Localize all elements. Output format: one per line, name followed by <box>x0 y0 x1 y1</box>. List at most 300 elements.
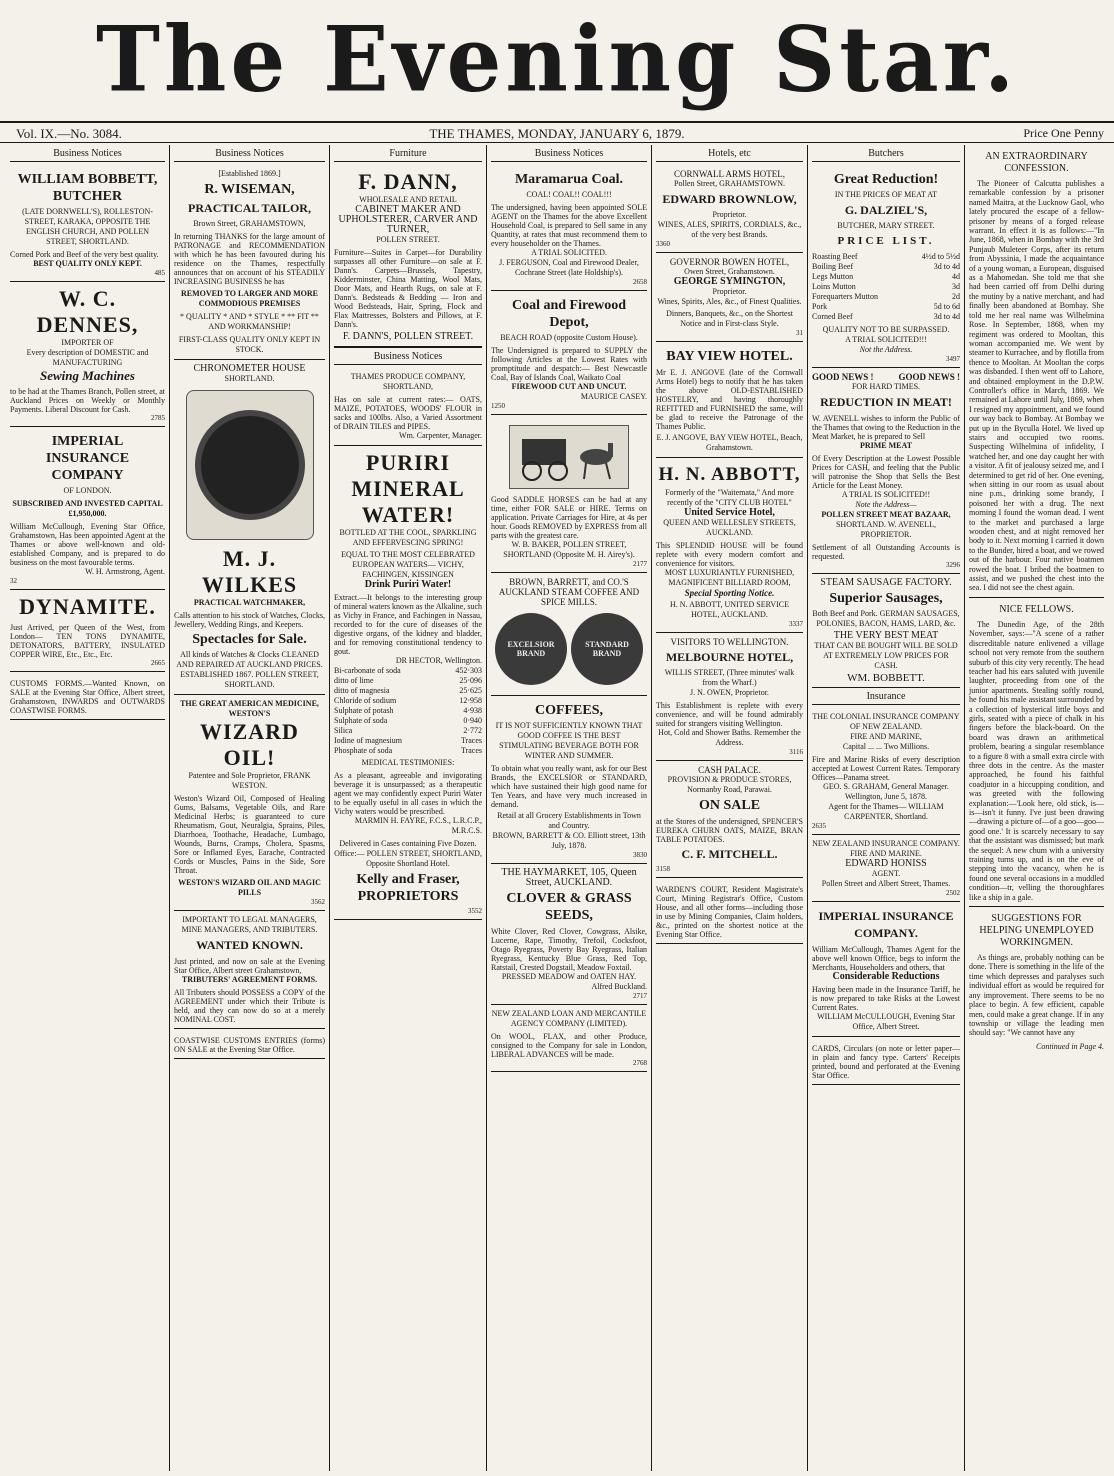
ad-body: William McCullough, Thames Agent for the above well known Office, begs to inform the Merchants, Householders and others, that <box>812 945 960 972</box>
ad-sign: C. F. MITCHELL. <box>681 847 778 861</box>
ad-number: 1250 <box>491 402 505 410</box>
ad-trade: PRACTICAL WATCHMAKER, <box>193 598 306 607</box>
ad-body: Has on sale at current rates:— OATS, MAIZE, POTATOES, WOODS' FLOUR in sacks and 100lbs. Also, a Varied Assortment of DRAIN TILES and PIPES. <box>334 395 482 431</box>
row-label: ditto of magnesia <box>334 686 390 695</box>
row-value: 2d <box>952 292 960 301</box>
ad-headline-left: GOOD NEWS ! <box>812 372 874 382</box>
ad-pills: WESTON'S WIZARD OIL AND MAGIC PILLS <box>178 878 321 897</box>
continued-note: Continued in Page 4. <box>1036 1041 1104 1051</box>
ad-drink: Drink Puriri Water! <box>364 579 452 590</box>
table-row <box>812 252 960 262</box>
price-label: Price One Penny <box>1023 126 1104 140</box>
ad-sign: WILLIAM McCULLOUGH, Evening Star Office, Albert Street. <box>817 1012 955 1031</box>
ad-imperial-insurance <box>10 427 165 590</box>
ad-address: POLLEN STREET. <box>376 235 440 244</box>
ad-body: Every description of DOMESTIC and MANUFACTURING <box>26 348 149 367</box>
ad-title: H. N. ABBOTT, <box>658 464 801 485</box>
column-7 <box>964 145 1108 1471</box>
ad-footer: BEST QUALITY ONLY KEPT. <box>33 259 142 268</box>
ad-address: WILLIS STREET, (Three minutes' walk from the Wharf.) <box>664 668 795 687</box>
columns-container <box>6 145 1108 1471</box>
row-value: 4½d to 5½d <box>921 252 960 261</box>
ad-number: 3497 <box>946 355 960 363</box>
ad-footer: FIREWOOD CUT AND UNCUT. <box>511 382 627 391</box>
ad-sporting: Special Sporting Notice. <box>684 588 775 598</box>
ad-address: Pollen Street, GRAHAMSTOWN. <box>674 179 785 188</box>
ad-avenell <box>812 368 960 574</box>
ad-quality: QUALITY NOT TO BE SURPASSED. <box>822 325 950 334</box>
ad-number: 3296 <box>946 561 960 569</box>
ad-title: CHRONOMETER HOUSE <box>193 363 306 374</box>
ad-footer: Delivered in Cases containing Five Dozen. <box>339 839 477 848</box>
row-value: 25·096 <box>459 676 482 685</box>
ad-coffees <box>491 696 647 864</box>
row-label: Roasting Beef <box>812 252 858 261</box>
ad-title: CORNWALL ARMS HOTEL, <box>674 169 785 179</box>
ad-body-2: To obtain what you really want, ask for our Best Brands, the EXCELSIOR or STANDARD, which have sustained their high good name for Ten Years, and have very much increased in demand. <box>491 764 647 809</box>
ad-subtitle: IMPORTER OF <box>61 338 114 347</box>
ad-body: This SPLENDID HOUSE will be found replete with every modern comfort and convenience for visitors. <box>656 541 803 568</box>
ad-number: 2717 <box>633 992 647 1000</box>
ad-colonial-insurance <box>812 708 960 835</box>
ad-title: GOVERNOR BOWEN HOTEL, <box>669 257 790 267</box>
ad-headline-row <box>812 372 960 382</box>
row-label: Forequarters Mutton <box>812 292 878 301</box>
ad-hotel: MELBOURNE HOTEL, <box>665 650 794 664</box>
ad-number: 3552 <box>468 907 482 915</box>
table-row <box>334 676 482 686</box>
ad-dann <box>334 165 482 347</box>
ad-governor-bowen <box>656 253 803 342</box>
ad-role: Proprietor. <box>712 210 747 219</box>
ad-dennes <box>10 282 165 427</box>
article-body: As things are, probably nothing can be done. There is something in the life of the time which depresses and paralyses such individual effort as would be required for any improvement. There seems to be no place to begin. A few efficient, capable men, could make a great change. If in any township or village the leading men should say: "We cannot have any <box>969 953 1104 1038</box>
ad-title: WILLIAM BOBBETT, BUTCHER <box>17 172 158 204</box>
coach-illustration <box>509 425 629 489</box>
row-value: 4d <box>952 272 960 281</box>
ad-title: THE HAYMARKET, 105, Queen Street, AUCKLAND. <box>501 867 637 888</box>
ad-body: Weston's Wizard Oil, Composed of Healing Gums, Balsams, Vegetable Oils, and Rare Medicinal Herbs; is guaranteed to cure Rheumatism, Gout, Neuralgia, Sprains, Piles, Diarrhoea, Toothache, Headache, Lumbago, Wounds, Burns, Cramps, Cholera, Spasms, Sore or Inflamed Eyes, Earache, Contracted Cords or Muscles, Pains in the Side, Sore Throat. <box>174 794 325 875</box>
ad-number: 2665 <box>151 659 165 667</box>
ad-baker <box>491 415 647 573</box>
article-title: AN EXTRAORDINARY CONFESSION. <box>985 151 1088 174</box>
ad-body-2: to be had at the Thames Branch, Pollen street, at Auckland Prices on Weekly or Monthly Payments. Liberal Discount for Cash. <box>10 387 165 414</box>
article-body: The Dunedin Age, of the 28th November, says:—"A scene of a rather discreditable nature enlivened a village school not very remote from the southern suburb of this city very recently. The head teacher had his ears saluted with juvenile laughter, proceeding from one of the junior apartments. Stealing softly round, he found his male assistant surrounded by a collection of hysterical little boys and girls, seated with a piece of chalk in his fingers before the black-board. On the board was drawn an arithmetical problem, bearing a singular resemblance to a figure 8 with a small extra circle with three dots in the centre. As the master approached, he found his faithful coadjutor in a hiccupping condition, and was greeted with the following explanation:—'Look here, old stick, is—is—isn't it funny. I've just been drawing—drawing a picture of—of a goo—goo—good one.' It is scarcely necessary to say that the assistant was dismissed; but mark the sequel: A new chum with a university training turns up, and is on the eve of stepping into the vacancy, when he is found one several occasions in a muddled condition—tr, velling the thoroughfares like a ship in a gale. <box>969 619 1104 902</box>
ad-established: [Established 1869.] <box>218 169 281 178</box>
ad-body: Mr E. J. ANGOVE (late of the Cornwall Arms Hotel) begs to notify that he has taken the above OLD-ESTABLISHED HOSTELRY, and having thoroughly REFITTED and FURNISHED the same, will be glad to receive the Patronage of the Thames Public. <box>656 368 803 431</box>
article-body: The Pioneer of Calcutta publishes a remarkable confession by a prisoner named Maitra, at the Lucknow Gaol, who lately procured the escape of a fellow-prisoner by means of a forged release warrant. In effect it is as follows:—"In June, 1868, when in Bombay with the 3rd Punjaub Muleteer Corps, after its return from Abyssinia, I made the acquaintance of a young woman, a European, disguised as a Mahomedan. She told me that she had been carried off from Delhi during the mutiny by a native merchant, and had finally been abandoned at Bombay. She told me her real name was Wilhelmina Rose. In September, 1868, when my regiment was ordered to Mooltan, this woman accompanied me. We went by steamer to Kurrachee, and by flotilla from thence to Mooltan. At Mooltan the corps was disbanded. I then went off to Lahore, and obtained employment in the D.P.W. Controller's office in March, 1869. We remained at Lahore until July, 1869, when I resigned my appointment, and we found our way back to Bombay. At Bombay we put up in the Byculla Hotel. We lived up stairs and occupied two rooms. Suspecting Wilhelmina of infidelity, I watched her, and one day caught her with a visitor. A fit of jealousy seized me, and I determined to get rid of her. One evening, when sitting in our room as usual about nine p.m., drinking some brandy, I poisoned her with a drug. The next morning I found the woman dead. I went to the market and purchased a large wooden chest, and at night removed her body to it. Next morning I carried it down to the Bunder, hired a boat, and we rowed out of the harbour. Four native boatmen rowed the boat. I bribed the boatmen to assist, and we pushed the chest into the sea. I did not see the chest again. <box>969 179 1104 593</box>
ad-body: In returning THANKS for the large amount of PATRONAGE and RECOMMENDATION with which he has been favoured during his residence on the Thames, respectfully announces that on account of his STEADILY INCREASING BUSINESS he has <box>174 232 325 286</box>
ad-baths: Hot, Cold and Shower Baths. Remember the Address. <box>658 728 801 747</box>
column-5 <box>651 145 807 1471</box>
horse-coach-icon <box>514 429 624 485</box>
ad-bazaar: POLLEN STREET MEAT BAZAAR, <box>821 510 951 519</box>
ad-spectacles: Spectacles for Sale. <box>192 632 307 647</box>
ad-number: 485 <box>154 269 165 277</box>
row-value: 12·958 <box>459 696 482 705</box>
ad-forms: TRIBUTERS' AGREEMENT FORMS. <box>181 975 318 984</box>
ad-sign: W. B. BAKER, POLLEN STREET, SHORTLAND (Opposite M. H. Airey's). <box>503 540 635 559</box>
ad-body-2: Dinners, Banquets, &c., on the Shortest Notice and in First-class Style. <box>666 309 793 328</box>
ad-body: at the Stores of the undersigned, SPENCER'S EUREKA CHURN OATS, MAIZE, BRAN TABLE POTATOES. <box>656 817 803 844</box>
row-label: Pork <box>812 302 828 311</box>
ad-body: Just Arrived, per Queen of the West, from London— TEN TONS DYNAMITE, DETONATORS, BATTERY, INSULATED COPPER WIRE, Etc., Etc., Etc. <box>10 623 165 659</box>
ad-body: Calls attention to his stock of Watches, Clocks, Jewellery, Wedding Rings, and Keepers. <box>174 611 325 629</box>
ad-sign: Wm. Carpenter, Manager. <box>399 431 482 440</box>
ad-number: 3116 <box>789 748 803 756</box>
ad-sign: H. N. ABBOTT, UNITED SERVICE HOTEL, AUCKLAND. <box>670 600 789 619</box>
ad-subtitle: CLOVER & GRASS SEEDS, <box>506 891 632 923</box>
row-label: Loins Mutton <box>812 282 856 291</box>
price-list-table <box>812 252 960 322</box>
analysis-table <box>334 666 482 756</box>
column-6 <box>807 145 964 1471</box>
column-2 <box>169 145 329 1471</box>
ad-number: 2768 <box>633 1059 647 1067</box>
excelsior-badge: EXCELSIOR BRAND <box>495 613 567 685</box>
ad-nz-loan <box>491 1005 647 1072</box>
table-row <box>334 666 482 676</box>
column-header: Business Notices <box>10 145 165 162</box>
ad-tributers <box>174 911 325 1029</box>
ad-name: M. J. WILKES <box>201 546 298 597</box>
ad-address: QUEEN AND WELLESLEY STREETS, AUCKLAND. <box>663 518 796 537</box>
column-header-2: Insurance <box>812 688 960 705</box>
ad-title: WIZARD OIL! <box>200 719 299 770</box>
row-value: Traces <box>460 746 482 755</box>
ad-number: 3830 <box>633 851 647 859</box>
row-value: Traces <box>460 736 482 745</box>
ad-customs-forms <box>10 672 165 720</box>
column-header: Butchers <box>812 145 960 162</box>
column-header: Hotels, etc <box>656 145 803 162</box>
row-label: Iodine of magnesium <box>334 736 402 745</box>
ad-number: 3337 <box>789 620 803 628</box>
ad-body-2: Of Every Description at the Lowest Possible Prices for CASH, and feeling that the Public will patronise the Shop that Sells the Best Article for the Least Money. <box>812 454 960 490</box>
table-row <box>812 312 960 322</box>
ad-price-list: PRICE LIST. <box>837 235 935 247</box>
ad-coastwise <box>174 1029 325 1059</box>
ad-capital: Capital ... ... Two Millions. <box>842 742 930 751</box>
ad-subtitle: SHORTLAND. <box>224 374 275 383</box>
newspaper-title: The Evening Star. <box>95 6 1019 113</box>
column-header-2: Business Notices <box>334 347 482 365</box>
ad-body: WINES, ALES, SPIRITS, CORDIALS, &c., of the very best Brands. <box>657 220 802 239</box>
ad-address: (LATE DORNWELL'S), ROLLESTON-STREET, KARAKA, OPPOSITE THE ENGLISH CHURCH, AND POLLEN STREET, SHORTLAND. <box>22 207 153 246</box>
ad-body: Furniture—Suites in Carpet—for Durability surpasses all other Furniture—on sale at F. Dann's. Carpets—Brussels, Tapestry, Kidderminster, China Matting, Wool Mats, Door Mats, and Hearth Rugs, on sale at F. Dann's. Bedsteads & Bedding — Iron and Wood Bedsteads, Hair, Spring, Flock and Flax Mattresses, Bolsters and Pillows, at F. Dann's. <box>334 248 482 329</box>
dateline-bar <box>0 121 1114 143</box>
ad-subtitle: IN THE PRICES OF MEAT AT <box>834 190 938 199</box>
ad-sign: GEO. S. GRAHAM, General Manager. Wellington, June 5, 1878. <box>823 782 949 801</box>
ad-wiseman <box>174 165 325 360</box>
ad-title: R. WISEMAN, <box>204 182 295 197</box>
ad-reductions: Considerable Reductions <box>832 971 940 982</box>
ad-agent: Agent for the Thames— WILLIAM CARPENTER, Shortland. <box>828 802 944 821</box>
ad-subtitle: Formerly of the "Waitemata," And more recently of the "CITY CLUB HOTEL" <box>665 488 794 507</box>
ad-sale: ON SALE <box>698 798 761 813</box>
ad-body: CARDS, Circulars (on note or letter paper—in plain and fancy type. Carters' Receipts printed, bound and perforated at the Evening Star Office. <box>812 1044 960 1080</box>
row-value: 452·303 <box>455 666 482 675</box>
ad-title: IMPERIAL INSURANCE COMPANY <box>45 434 130 483</box>
row-value: 3d <box>952 282 960 291</box>
ad-title: Great Reduction! <box>833 172 939 187</box>
article-nice-fellows <box>969 597 1104 906</box>
ad-removed: REMOVED TO LARGER AND MORE COMMODIOUS PREMISES <box>180 289 319 308</box>
masthead <box>0 0 1114 120</box>
row-value: 0·940 <box>463 716 482 725</box>
ad-title: BAY VIEW HOTEL. <box>666 349 793 364</box>
table-row <box>812 272 960 282</box>
ad-body-2: All Tributers should POSSESS a COPY of the AGREEMENT under which their Tribute is held, and they can now do so at a merely NOMINAL COST. <box>174 988 325 1024</box>
ad-role: AGENT. <box>871 869 901 878</box>
ad-office: Office:— POLLEN STREET, SHORTLAND, Opposite Shortland Hotel. <box>334 849 482 868</box>
ad-sign: J. FERGUSON, Coal and Firewood Dealer, Cochrane Street (late Holdship's). <box>499 258 639 277</box>
issue-date: THE THAMES, MONDAY, JANUARY 6, 1879. <box>429 126 685 141</box>
brand-badges <box>491 613 647 685</box>
ad-sign: SHORTLAND. W. AVENELL, PROPRIETOR. <box>835 520 937 539</box>
article-title: SUGGESTIONS FOR HELPING UNEMPLOYED WORKINGMEN. <box>979 913 1094 949</box>
standard-badge: STANDARD BRAND <box>571 613 643 685</box>
table-row <box>334 736 482 746</box>
ad-best: THE VERY BEST MEAT <box>833 630 939 641</box>
ad-puriri <box>334 446 482 920</box>
ad-trial: A TRIAL SOLICITED!!! <box>845 335 927 344</box>
ad-subtitle: WHOLESALE AND RETAIL <box>359 195 457 204</box>
ad-number: 3360 <box>656 240 670 248</box>
ad-body: W. AVENELL wishes to inform the Public of the Thames that owing to the Reduction in the Meat Market, he is prepared to Sell <box>812 414 960 441</box>
ad-number: 2785 <box>151 414 165 422</box>
ad-subtitle: COAL! COAL!! COAL!!! <box>526 190 612 199</box>
ad-name: EDWARD HONISS <box>845 858 927 869</box>
volume-number: Vol. IX.—No. 3084. <box>16 126 122 141</box>
row-label: Bi-carbonate of soda <box>334 666 401 675</box>
ad-trade: CABINET MAKER AND UPHOLSTERER, CARVER AND TURNER, <box>338 204 478 235</box>
row-label: Boiling Beef <box>812 262 854 271</box>
ad-address: Pollen Street and Albert Street, Thames. <box>821 879 951 888</box>
ad-brown-barrett <box>491 573 647 696</box>
ad-dalziel <box>812 165 960 368</box>
ad-body: Wines, Spirits, Ales, &c., of Finest Qualities. <box>657 297 802 306</box>
ad-title: THAMES PRODUCE COMPANY, SHORTLAND, <box>350 372 466 391</box>
ad-subtitle: Superior Sausages, <box>829 591 943 606</box>
ad-title: DYNAMITE. <box>19 594 156 619</box>
ad-subtitle: FIRE AND MARINE. <box>850 849 922 858</box>
ad-number: 32 <box>10 577 17 585</box>
ad-body: Fire and Marine Risks of every description accepted at Lowest Current Rates. Temporary Offices—Panama street. <box>812 755 960 782</box>
ad-title: COFFEES, <box>534 703 604 718</box>
ad-number: 2658 <box>633 278 647 286</box>
ad-body: White Clover, Red Clover, Cowgrass, Alsike, Lucerne, Rape, Timothy, Trefoil, Cocksfoot, Otago Ryegrass, Poverty Bay Ryegrass, Italian Ryegrass, Kentucky Blue Grass, Red Top, Ratstail, Crested Dogstail, Meadow Foxtail. <box>491 927 647 972</box>
row-label: Corned Beef <box>812 312 853 321</box>
ad-sausage-factory <box>812 574 960 688</box>
ad-warden <box>656 878 803 944</box>
ad-name: GEORGE SYMINGTON, <box>673 276 786 287</box>
ad-sign-2: MARMIN H. FAYRE, F.C.S., L.R.C.P., M.R.C.S. <box>354 816 482 835</box>
ad-wanted: WANTED KNOWN. <box>196 938 303 952</box>
row-value: 3d to 4d <box>933 262 960 271</box>
table-row <box>334 706 482 716</box>
ad-subtitle: FOR HARD TIMES. <box>851 382 921 391</box>
ad-body: Corned Pork and Beef of the very best quality. <box>10 250 159 259</box>
ad-capital: SUBSCRIBED AND INVESTED CAPITAL £1,950,000. <box>12 499 163 518</box>
ad-agent: W. H. Armstrong, Agent. <box>85 567 165 576</box>
column-1 <box>6 145 169 1471</box>
ad-number: 2502 <box>946 889 960 897</box>
ad-nz-insurance <box>812 835 960 902</box>
ad-bobbett <box>10 165 165 282</box>
ad-feature: MOST LUXURIANTLY FURNISHED, MAGNIFICENT BILLIARD ROOM, <box>664 568 795 587</box>
ad-body-3: Settlement of all Outstanding Accounts is requested. <box>812 543 960 561</box>
column-header: Business Notices <box>174 145 325 162</box>
ad-title: Coal and Firewood Depot, <box>511 298 627 330</box>
ad-body: IT IS NOT SUFFICIENTLY KNOWN THAT GOOD COFFEE IS THE BEST STIMULATING BEVERAGE BOTH FOR WINTER AND SUMMER. <box>495 721 643 760</box>
ad-cash-palace <box>656 761 803 878</box>
row-label: Sulphate of potash <box>334 706 394 715</box>
ad-equal: EQUAL TO THE MOST CELEBRATED EUROPEAN WATERS— VICHY, FACHINGEN, KISSINGEN <box>341 550 475 579</box>
ad-subtitle: OF LONDON. <box>63 486 112 495</box>
ad-number: 2635 <box>812 822 826 830</box>
ad-body-2: Having been made in the Insurance Tariff, he is now prepared to take Risks at the Lowest Current Rates. <box>812 985 960 1012</box>
ad-melbourne-hotel <box>656 633 803 761</box>
ad-body: Good SADDLE HORSES can be had at any time, either FOR SALE or HIRE. Terms on application. Private Carriages for Hire, at 4s per hour. Goods REMOVED by EXPRESS from all parts with the greatest care. <box>491 495 647 540</box>
table-row <box>334 746 482 756</box>
ad-title: F. DANN, <box>358 169 458 194</box>
ad-abbott <box>656 458 803 633</box>
ad-subtitle: FIRE AND MARINE, <box>850 732 922 741</box>
row-label: Phosphate of soda <box>334 746 393 755</box>
ad-title: CASH PALACE. <box>698 765 761 775</box>
ad-title: THE COLONIAL INSURANCE COMPANY OF NEW ZEALAND. <box>812 712 960 731</box>
ad-wizard-oil <box>174 695 325 911</box>
ad-note: Not the Address. <box>859 345 913 354</box>
ad-sign: MAURICE CASEY. <box>580 392 647 401</box>
clock-face <box>195 410 305 520</box>
ad-address: BEACH ROAD (opposite Custom House). <box>500 333 638 342</box>
ad-dynamite <box>10 590 165 672</box>
ad-note: Note the Address— <box>855 500 917 509</box>
ad-address: Owen Street, Grahamstown. <box>684 267 775 276</box>
ad-name: J. N. OWEN, Proprietor. <box>690 688 769 697</box>
article-title: NICE FELLOWS. <box>999 603 1074 615</box>
table-row <box>812 282 960 292</box>
ad-chronometer <box>174 360 325 695</box>
clock-illustration <box>186 390 314 540</box>
table-row <box>812 302 960 312</box>
ad-number: 3158 <box>656 865 670 873</box>
ad-title: VISITORS TO WELLINGTON. <box>670 637 789 647</box>
ad-firewood <box>491 291 647 415</box>
ad-number: 3562 <box>311 898 325 906</box>
ad-hotel: United Service Hotel, <box>684 507 775 518</box>
article-confession <box>969 145 1104 597</box>
row-label: ditto of lime <box>334 676 374 685</box>
ad-body: Extract.—It belongs to the interesting group of mineral waters known as the Alkaline, such as Vichy in France, and Fachingen in Nassau, recorded to for the cure of diseases of the digestive organs, of the kidney and bladder, and for removing constitutional tendency to gout. <box>334 593 482 656</box>
ad-imperial-insurance-2 <box>812 902 960 1037</box>
row-label: Legs Mutton <box>812 272 854 281</box>
row-value: 4·938 <box>463 706 482 715</box>
row-value: 5d to 6d <box>933 302 960 311</box>
row-label: Chloride of sodium <box>334 696 397 705</box>
ad-name: EDWARD BROWNLOW, <box>662 192 797 206</box>
ad-title: W. C. DENNES, <box>36 286 139 337</box>
table-row <box>812 292 960 302</box>
column-4 <box>486 145 651 1471</box>
ad-title: BROWN, BARRETT, and CO.'S AUCKLAND STEAM COFFEE AND SPICE MILLS. <box>498 577 640 607</box>
ad-bay-view <box>656 342 803 458</box>
ad-title: Maramarua Coal. <box>514 172 624 187</box>
row-label: Sulphate of soda <box>334 716 388 725</box>
ad-body: CUSTOMS FORMS.—Wanted Known, on SALE at the Evening Star Office, Albert street, Grahamstown, INWARDS and OUTWARDS COASTWISE FORMS. <box>10 679 165 715</box>
ad-body: Just printed, and now on sale at the Evening Star Office, Albert street Grahamstown, <box>174 957 325 975</box>
ad-subtitle: PROVISION & PRODUCE STORES, Normanby Road, Parawai. <box>667 775 792 794</box>
row-label: Silica <box>334 726 353 735</box>
ad-pretitle: THE GREAT AMERICAN MEDICINE, WESTON'S <box>180 699 319 718</box>
ad-sign: Alfred Buckland. <box>591 982 647 991</box>
ad-body-2: As a pleasant, agreeable and invigorating beverage it is unsurpassed; as a therapeutic agent we may confidently expect Puriri Water to be equally useful in all cases in which the Vichy waters would be prescribed. <box>334 771 482 816</box>
ad-trade: BUTCHER, MARY STREET. <box>837 221 935 230</box>
ad-subtitle: BOTTLED AT THE COOL, SPARKLING AND EFFERVESCING SPRING! <box>339 528 477 547</box>
ad-footer: FIRST-CLASS QUALITY ONLY KEPT IN STOCK. <box>178 335 321 354</box>
ad-body-2: All kinds of Watches & Clocks CLEANED AND REPAIRED AT AUCKLAND PRICES. ESTABLISHED 1867. POLLEN STREET, SHORTLAND. <box>176 650 323 689</box>
article-suggestions <box>969 906 1104 1055</box>
ad-title: IMPERIAL INSURANCE COMPANY. <box>818 909 954 940</box>
ad-sign: E. J. ANGOVE, BAY VIEW HOTEL, Beach, Grahamstown. <box>656 433 803 452</box>
column-header: Furniture <box>334 145 482 162</box>
ad-number: 31 <box>796 329 803 337</box>
ad-role: Proprietor. <box>712 287 747 296</box>
column-3 <box>329 145 486 1471</box>
row-value: 2·772 <box>463 726 482 735</box>
ad-trade: PRACTICAL TAILOR, <box>188 201 311 215</box>
ad-cards <box>812 1037 960 1085</box>
ad-body: WARDEN'S COURT, Resident Magistrate's Court, Mining Registrar's Office, Custom House, and all other forms—including those in use by Mining Companies, Claim holders, &c., printed on the shortest notice at the Evening Star Office. <box>656 885 803 939</box>
ad-tagline: * QUALITY * AND * STYLE * ** FIT ** AND WORKMANSHIP! <box>180 312 319 331</box>
ad-pressed: PRESSED MEADOW and OATEN HAY. <box>501 972 637 981</box>
ad-maramarua <box>491 165 647 291</box>
row-value: 25·625 <box>459 686 482 695</box>
table-row <box>334 686 482 696</box>
ad-footer: F. DANN'S, POLLEN STREET. <box>342 331 474 342</box>
ad-title: STEAM SAUSAGE FACTORY. <box>820 577 952 588</box>
ad-sign: BROWN, BARRETT & CO. Elliott street, 13th July, 1878. <box>492 831 646 850</box>
ad-number: 2177 <box>633 560 647 568</box>
column-header: Business Notices <box>491 145 647 162</box>
ad-proprietor: Patentee and Sole Proprietor, FRANK WESTON. <box>188 771 311 790</box>
ad-trial: A TRIAL SOLICITED. <box>531 248 607 257</box>
ad-trial: A TRIAL IS SOLICITED!! <box>841 490 931 499</box>
ad-prime: PRIME MEAT <box>859 441 913 450</box>
ad-agents: Kelly and Fraser, PROPRIETORS <box>356 872 460 904</box>
ad-retail: Retail at all Grocery Establishments in Town and Country. <box>497 811 641 830</box>
ad-body: The Undersigned is prepared to SUPPLY the following Articles at the Lowest Rates with promptitude and despatch:— Best Newcastle Coal, Bay of Islands Coal, Waikato Coal <box>491 346 647 382</box>
ad-title: NEW ZEALAND LOAN AND MERCANTILE AGENCY COMPANY (LIMITED). <box>491 1009 647 1028</box>
ad-body: Both Beef and Pork. GERMAN SAUSAGES, POLONIES, BACON, HAMS, LARD, &c. <box>812 609 960 628</box>
ad-title: REDUCTION IN MEAT! <box>820 395 952 409</box>
ad-body: The undersigned, having been appointed SOLE AGENT on the Thames for the above Excellent Household Coal, is prepared to Sell same in any Quantity, at rates that must recommend them to every householder on the Thames. <box>491 203 647 248</box>
ad-sign: WM. BOBBETT. <box>847 672 925 684</box>
ad-body-2: THAT CAN BE BOUGHT WILL BE SOLD AT EXTREMELY LOW PRICES FOR CASH. <box>814 641 958 670</box>
ad-address: Brown Street, GRAHAMSTOWN, <box>193 219 306 228</box>
ad-name: G. DALZIEL'S, <box>844 203 928 217</box>
ad-sign: DR HECTOR, Wellington. <box>395 656 482 665</box>
row-value: 3d to 4d <box>933 312 960 321</box>
ad-thames-produce <box>334 368 482 446</box>
ad-testimony: MEDICAL TESTIMONIES: <box>361 758 455 767</box>
ad-body: William McCullough, Evening Star Office, Grahamstown, Has been appointed Agent at the Thames or above well-known and old-established Company, and is prepared to do business on the most favourable terms. <box>10 522 165 567</box>
table-row <box>812 262 960 272</box>
ad-body: COASTWISE CUSTOMS ENTRIES (forms) ON SALE at the Evening Star Office. <box>174 1036 325 1054</box>
ad-haymarket <box>491 864 647 1005</box>
